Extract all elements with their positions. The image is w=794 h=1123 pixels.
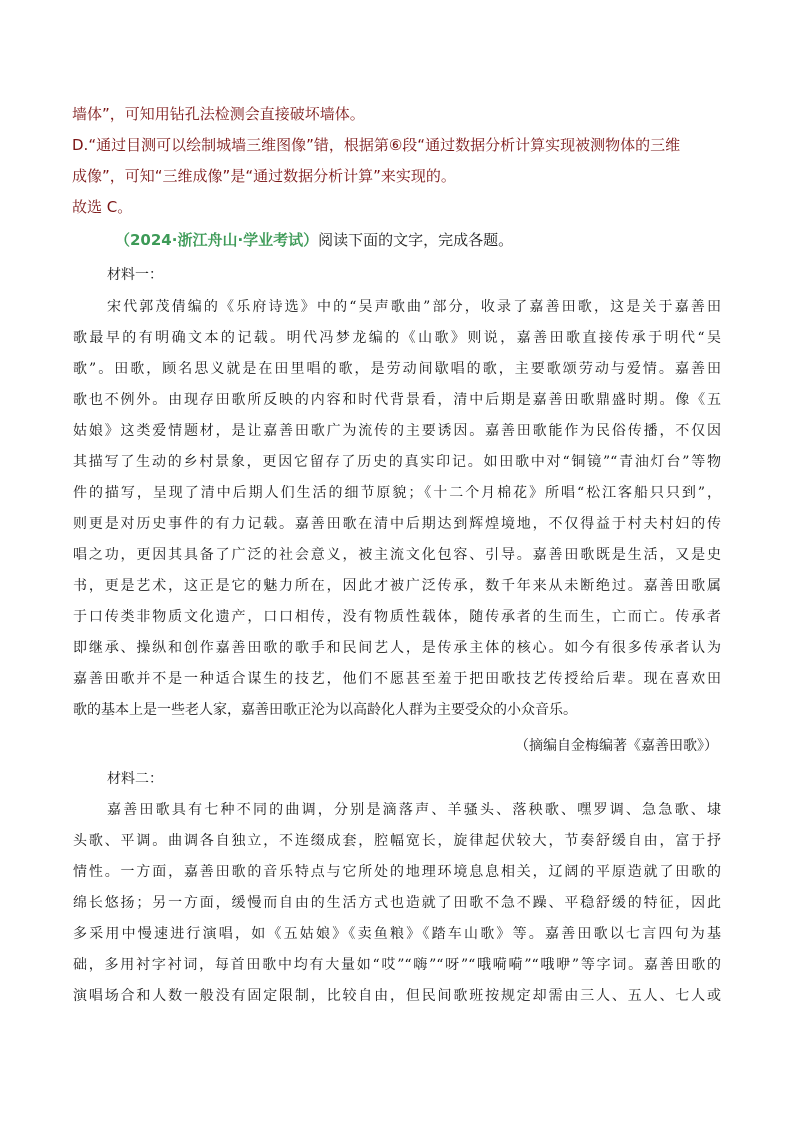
material-2-line: 演唱场合和人数一般没有固定限制，比较自由，但民间歌班按规定却需由三人、五人、七人或 xyxy=(73,988,721,1004)
material-1-line: 其描写了生动的乡村景象，更因它留存了历史的真实印记。如田歌中对“铜镜”“青油灯台”等物 xyxy=(73,454,721,470)
material-1-line: 歌也不例外。由现存田歌所反映的内容和时代背景看，清中后期是嘉善田歌鼎盛时期。像《五 xyxy=(73,392,721,408)
material-1-line: 唱之功，更因其具备了广泛的社会意义，被主流文化包容、引导。嘉善田歌既是生活，又是史 xyxy=(73,547,721,563)
question-header xyxy=(115,230,513,250)
material-1-line: 书，更是艺术，这正是它的魅力所在，因此才被广泛传承，数千年来从未断绝过。嘉善田歌属 xyxy=(73,578,721,594)
answer-line-1: 墙体”，可知用钻孔法检测会直接破坏墙体。 xyxy=(72,105,365,123)
material-1-citation: （摘编自金梅编著《嘉善田歌》） xyxy=(515,738,718,754)
material-1-line: 件的描写，呈现了清中后期人们生活的细节原貌；《十二个月棉花》所唱“松江客船只只到”， xyxy=(73,485,721,501)
material-1-line: 宋代郭茂倩编的《乐府诗选》中的“吴声歌曲”部分，收录了嘉善田歌，这是关于嘉善田 xyxy=(107,299,721,315)
material-1-line: 歌的基本上是一些老人家，嘉善田歌正沦为以高龄化人群为主要受众的小众音乐。 xyxy=(73,702,577,718)
question-instruction: 阅读下面的文字，完成各题。 xyxy=(318,231,514,249)
material-1-line: 歌最早的有明确文本的记载。明代冯梦龙编的《山歌》则说，嘉善田歌直接传承于明代“吴 xyxy=(73,330,721,346)
answer-line-2: D.“通过目测可以绘制城墙三维图像”错，根据第⑥段“通过数据分析计算实现被测物体的三维 xyxy=(72,136,681,154)
material-1-line: 于口传类非物质文化遗产，口口相传，没有物质性载体，随传承者的生而生，亡而亡。传承者 xyxy=(73,609,721,625)
material-1-line: 则更是对历史事件的有力记载。嘉善田歌在清中后期达到辉煌境地，不仅得益于村夫村妇的传 xyxy=(73,516,721,532)
material-1-label: 材料一： xyxy=(107,267,163,283)
material-2-line: 多采用中慢速进行演唱，如《五姑娘》《卖鱼粮》《踏车山歌》等。嘉善田歌以七言四句为基 xyxy=(73,926,721,942)
question-source: （2024·浙江舟山·学业考试） xyxy=(115,231,319,249)
answer-line-3: 成像”，可知“三维成像”是“通过数据分析计算”来实现的。 xyxy=(72,167,456,185)
material-1-line: 歌”。田歌，顾名思义就是在田里唱的歌，是劳动间歇唱的歌，主要歌颂劳动与爱情。嘉善田 xyxy=(73,361,721,377)
answer-choice: 故选 C。 xyxy=(72,198,133,216)
material-2-line: 头歌、平调。曲调各自独立，不连缀成套，腔幅宽长，旋律起伏较大，节奏舒缓自由，富于抒 xyxy=(73,833,721,849)
material-1-line: 即继承、操纵和创作嘉善田歌的歌手和民间艺人，是传承主体的核心。如今有很多传承者认为 xyxy=(73,640,721,656)
material-2-line: 嘉善田歌具有七种不同的曲调，分别是滴落声、羊骚头、落秧歌、嘿罗调、急急歌、埭 xyxy=(107,802,721,818)
material-2-label: 材料二： xyxy=(107,771,163,787)
material-1-line: 姑娘》这类爱情题材，是让嘉善田歌广为流传的主要诱因。嘉善田歌能作为民俗传播，不仅因 xyxy=(73,423,721,439)
material-2-line: 础，多用衬字衬词，每首田歌中均有大量如“哎”“嗨”“呀”“哦嗬嗬”“哦咿”等字词。嘉善田歌的 xyxy=(73,957,721,973)
material-1-line: 嘉善田歌并不是一种适合谋生的技艺，他们不愿甚至羞于把田歌技艺传授给后辈。现在喜欢田 xyxy=(73,671,721,687)
material-2-line: 绵长悠扬；另一方面，缓慢而自由的生活方式也造就了田歌不急不躁、平稳舒缓的特征，因此 xyxy=(73,895,721,911)
material-2-line: 情性。一方面，嘉善田歌的音乐特点与它所处的地理环境息息相关，辽阔的平原造就了田歌的 xyxy=(73,864,721,880)
